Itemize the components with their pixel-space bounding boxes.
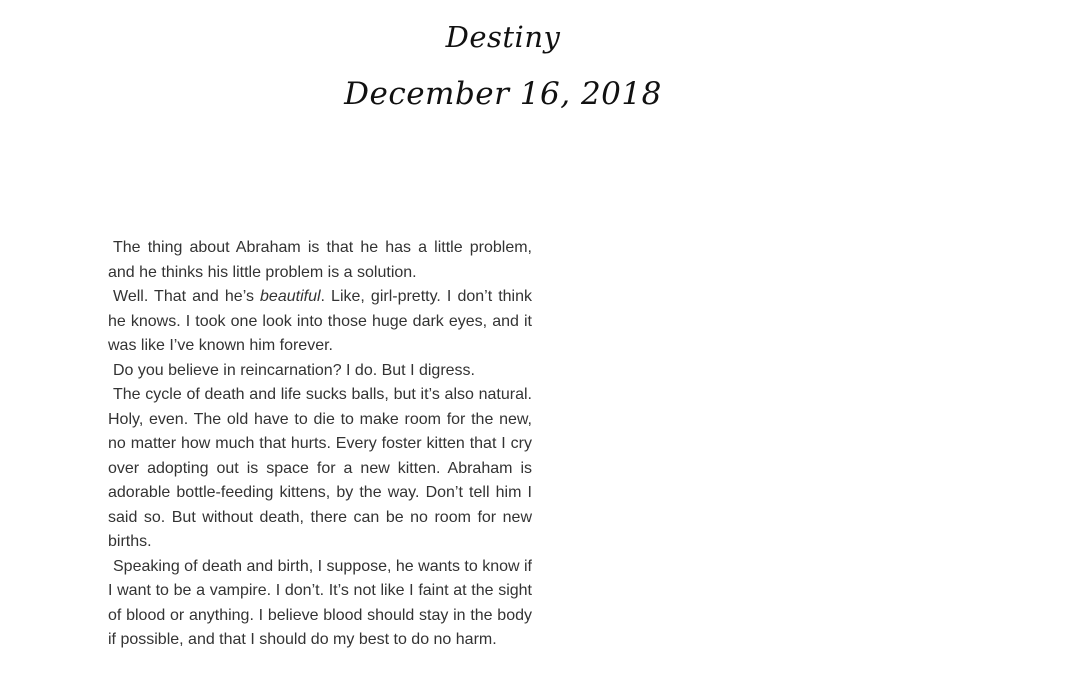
paragraph-2-emphasis: beautiful: [260, 288, 321, 305]
chapter-date: December 16, 2018: [344, 76, 662, 112]
paragraph-2-start: Well. That and he’s: [113, 288, 261, 305]
paragraph-3: Do you believe in reincarnation? I do. But I digress.: [113, 361, 475, 379]
paragraph-1: The thing about Abraham is that he has a little problem, and he thinks his little problem is a solution.: [108, 239, 532, 281]
paragraph-2: [108, 285, 532, 359]
chapter-body: [108, 236, 532, 653]
paragraph-2-end: . Like, girl-pretty. I don’t think he knows. I took one look into those huge dark eyes, and it was like I’ve known him forever.: [108, 288, 532, 354]
paragraph-5: Speaking of death and birth, I suppose, he wants to know if I want to be a vampire. I don’t. It’s not like I faint at the sight of blood or anything. I believe blood should stay in the body if possible, and that I should do my best to do no harm.: [108, 557, 532, 648]
chapter-title: Destiny: [445, 20, 561, 54]
paragraph-4: The cycle of death and life sucks balls, but it’s also natural. Holy, even. The old have to die to make room for the new, no matter how much that hurts. Every foster kitten that I cry over adopting out is space for a new kitten. Abraham is adorable bottle-feeding kittens, by the way. Don’t tell him I said so. But without death, there can be no room for new births.: [108, 386, 532, 550]
